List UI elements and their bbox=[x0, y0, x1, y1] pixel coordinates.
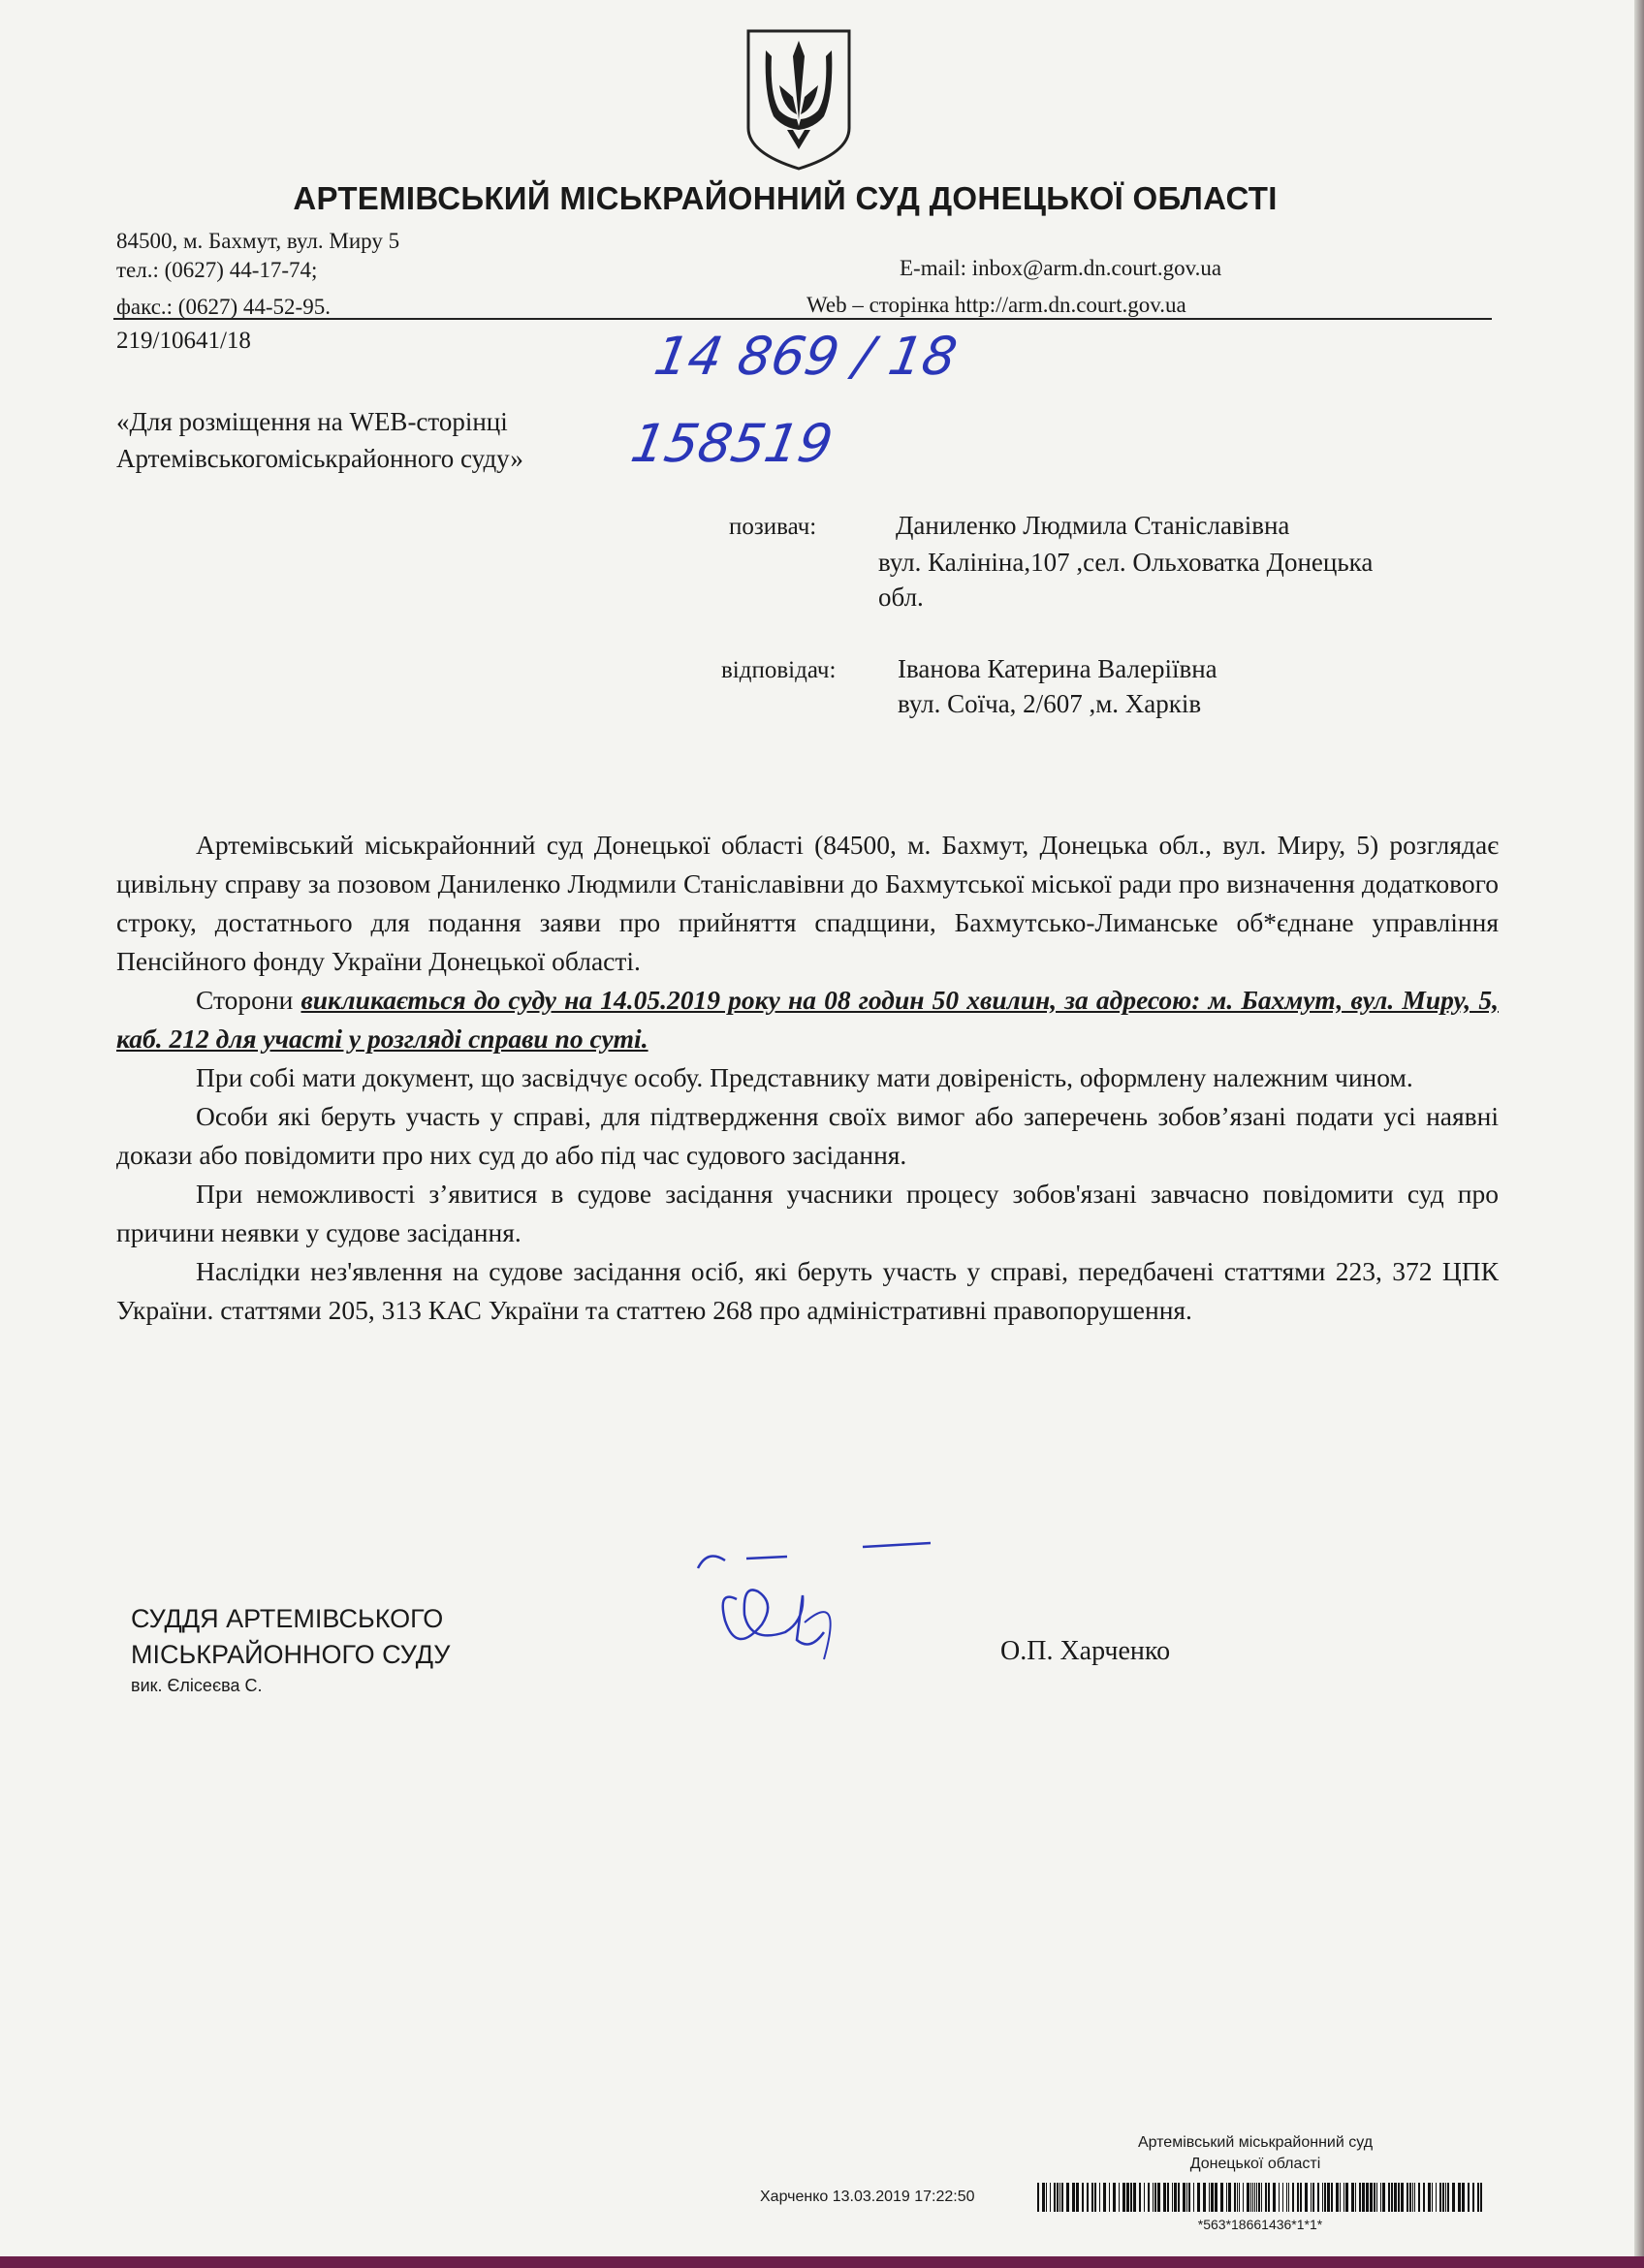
registration-court bbox=[1105, 2132, 1406, 2175]
handwritten-signature bbox=[679, 1531, 969, 1677]
body-paragraph-4: Особи які беруть участь у справі, для підтвердження своїх вимог або заперечень зобов’язані подати усі наявні докази або повідомити про них суд до або під час судового засідання. bbox=[116, 1101, 1499, 1170]
judge-name: О.П. Харченко bbox=[1000, 1636, 1171, 1666]
body-paragraph-1: Артемівський міськрайонний суд Донецької області (84500, м. Бахмут, Донецька обл., вул. Миру, 5) розглядає цивільну справу за позовом Даниленко Людмили Станіславівни до Бахмутської міської ради про визначення додаткового строку, достатнього для подання заяви про прийняття спадщини, Бахмутсько-Лиманське об*єднане управління Пенсійного фонду України Донецької області. bbox=[116, 830, 1499, 976]
signature-block bbox=[131, 1601, 450, 1698]
web-note-line-2: Артемівськогоміськрайонного суду» bbox=[116, 444, 523, 473]
barcode-icon bbox=[1037, 2183, 1489, 2212]
court-title: АРТЕМІВСЬКИЙ МІСЬКРАЙОННИЙ СУД ДОНЕЦЬКОЇ ОБЛАСТІ bbox=[293, 180, 1278, 216]
summons-body bbox=[116, 826, 1499, 1330]
handwritten-reg-number: 14 869 / 18 bbox=[649, 326, 962, 387]
defendant-name: Іванова Катерина Валеріївна bbox=[898, 654, 1217, 683]
barcode-number: *563*18661436*1*1* bbox=[1197, 2217, 1323, 2232]
registration-court-line-1: Артемівський міськрайонний суд bbox=[1137, 2134, 1374, 2151]
body-paragraph-5: При неможливості з’явитися в судове засідання учасники процесу зобов'язані завчасно повідомити суд про причини неявки у судове засідання. bbox=[116, 1179, 1499, 1247]
plaintiff-label: позивач: bbox=[729, 514, 817, 540]
web-placement-note bbox=[116, 403, 523, 477]
body-paragraph-2-prefix: Сторони bbox=[196, 985, 294, 1015]
plaintiff-address: вул. Калініна,107 ,сел. Ольховатка Донецька bbox=[878, 548, 1374, 577]
web-note-line-1: «Для розміщення на WEB-сторінці bbox=[116, 407, 508, 436]
court-phone: тел.: (0627) 44-17-74; bbox=[116, 258, 318, 282]
judge-title-line-2: МІСЬКРАЙОННОГО СУДУ bbox=[131, 1640, 451, 1669]
registration-court-line-2: Донецької області bbox=[1189, 2156, 1321, 2172]
case-number: 219/10641/18 bbox=[116, 328, 251, 354]
hearing-details: викликається до суду на 14.05.2019 року на 08 годин 50 хвилин, за адресою: м. Бахмут, вул. Миру, 5, каб. 212 для участі у розгляді справи по суті. bbox=[116, 985, 1499, 1054]
trident-emblem-icon bbox=[744, 27, 853, 173]
body-paragraph-3: При собі мати документ, що засвідчує особу. Представнику мати довіреність, оформлену належним чином. bbox=[196, 1062, 1413, 1092]
scan-edge-right bbox=[1634, 0, 1644, 2268]
defendant-label: відповідач: bbox=[721, 657, 837, 683]
defendant-address: вул. Соїча, 2/607 ,м. Харків bbox=[898, 689, 1202, 718]
body-paragraph-2 bbox=[116, 981, 1499, 1058]
executor: вик. Єлісеєва С. bbox=[131, 1676, 263, 1695]
body-paragraph-6: Наслідки нез'явлення на судове засідання осіб, які беруть участь у справі, передбачені статтями 223, 372 ЦПК України. статтями 205, 313 КАС України та статтею 268 про адміністративні правопорушення. bbox=[116, 1256, 1499, 1325]
plaintiff-name: Даниленко Людмила Станіславівна bbox=[896, 511, 1290, 540]
court-fax: факс.: (0627) 44-52-95. bbox=[116, 295, 331, 319]
court-address: 84500, м. Бахмут, вул. Миру 5 bbox=[116, 229, 400, 253]
plaintiff-address-cont: обл. bbox=[878, 583, 924, 612]
registration-caption: Харченко 13.03.2019 17:22:50 bbox=[760, 2189, 975, 2205]
handwritten-incoming-number: 158519 bbox=[626, 413, 838, 474]
header-divider bbox=[113, 318, 1492, 320]
court-website: Web – сторінка http://arm.dn.court.gov.ua bbox=[806, 293, 1186, 317]
judge-title-line-1: СУДДЯ АРТЕМІВСЬКОГО bbox=[131, 1604, 444, 1633]
scan-edge-bottom bbox=[0, 2256, 1644, 2268]
court-email: E-mail: inbox@arm.dn.court.gov.ua bbox=[900, 256, 1222, 280]
